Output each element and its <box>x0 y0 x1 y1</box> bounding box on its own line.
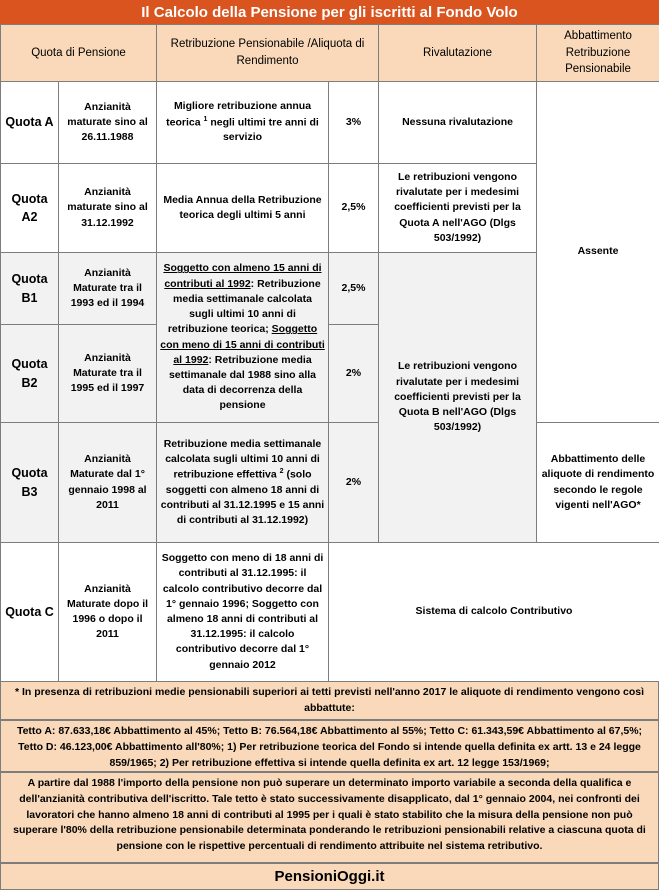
anzianita-cell: Anzianità Maturate dopo il 1996 o dopo il 2011 <box>59 543 157 682</box>
note-tetti: Tetto A: 87.633,18€ Abbattimento al 45%; Tetto B: 76.564,18€ Abbattimento al 55%; Tetto C: 61.343,59€ Abbattimento al 67,5%; Tetto D: 46.123,00€ Abbattimento all'80%; 1) Per retribuzione teorica del Fondo si intende quella definita ex artt. 13 e 24 legge 859/1965; 2) Per retribuzione effettiva si intende quella definita ex art. 12 legge 153/1969; <box>0 720 659 772</box>
header-row <box>1 25 659 82</box>
rivalutazione-cell: Nessuna rivalutazione <box>379 82 537 164</box>
abbattimento-aliquote-cell: Abbattimento delle aliquote di rendimento secondo le regole vigenti nell'AGO* <box>537 423 659 543</box>
note-dal-1988: A partire dal 1988 l'importo della pensione non può superare un determinato importo variabile a seconda della qualifica e dell'anzianità contributiva dell'iscritto. Tale tetto è stato successivamente disapplicato, dal 1° gennaio 2004, nei confronti dei lavoratori che hanno almeno 18 anni di contributi al 1995 per i quali è stato stabilito che la misura della pensione non può superare l'80% della retribuzione pensionabile determinata ponderando le retribuzioni pensionabili relative a ciascuna quota di pensione con le rispettive percentuali di rendimento attribuite nel sistema retributivo. <box>0 772 659 863</box>
abbattimento-assente-cell: Assente <box>537 82 659 423</box>
header-abbattimento: Abbattimento Retribuzione Pensionabile <box>537 25 659 82</box>
sistema-contributivo-cell: Sistema di calcolo Contributivo <box>329 543 659 682</box>
pension-table <box>0 24 659 682</box>
row-quota-c <box>1 543 659 682</box>
row-quota-a <box>1 82 659 164</box>
rivalutazione-cell: Le retribuzioni vengono rivalutate per i medesimi coefficienti previsti per la Quota A nell'AGO (Dlgs 503/1992) <box>379 164 537 253</box>
anzianita-cell: Anzianità Maturate tra il 1993 ed il 1994 <box>59 253 157 325</box>
footnote-marker: 1 <box>203 115 208 123</box>
header-rivalutazione: Rivalutazione <box>379 25 537 82</box>
quota-label: Quota B3 <box>1 423 59 543</box>
footnote-marker: 2 <box>279 468 284 476</box>
footer-brand: PensioniOggi.it <box>0 863 659 890</box>
rivalutazione-b-cell: Le retribuzioni vengono rivalutate per i medesimi coefficienti previsti per la Quota B nell'AGO (Dlgs 503/1992) <box>379 253 537 543</box>
retribuzione-condition: Soggetto con meno di 15 anni di contributi al 1992 <box>160 323 325 366</box>
aliquota-cell: 2,5% <box>329 253 379 325</box>
retribuzione-text: : Retribuzione media settimanale dal 1988 sino alla data di decorrenza della pensione <box>168 353 317 412</box>
page-title: Il Calcolo della Pensione per gli iscritti al Fondo Volo <box>0 0 659 24</box>
anzianita-cell: Anzianità Maturate tra il 1995 ed il 1997 <box>59 325 157 423</box>
quota-label: Quota B1 <box>1 253 59 325</box>
anzianita-cell: Anzianità Maturate dal 1° gennaio 1998 al 2011 <box>59 423 157 543</box>
note-presenza: * In presenza di retribuzioni medie pensionabili superiori ai tetti previsti nell'anno 2017 le aliquote di rendimento vengono così abbattute: <box>0 681 659 720</box>
aliquota-cell: 2% <box>329 423 379 543</box>
aliquota-cell: 2,5% <box>329 164 379 253</box>
retribuzione-text: negli ultimi tre anni di servizio <box>207 116 319 144</box>
aliquota-cell: 3% <box>329 82 379 164</box>
quota-label: Quota A <box>1 82 59 164</box>
retribuzione-cell <box>157 82 329 164</box>
retribuzione-cell <box>157 423 329 543</box>
quota-label: Quota C <box>1 543 59 682</box>
row-quota-b3 <box>1 423 659 543</box>
aliquota-cell: 2% <box>329 325 379 423</box>
quota-label: Quota A2 <box>1 164 59 253</box>
quota-label: Quota B2 <box>1 325 59 423</box>
retribuzione-b-cell <box>157 253 329 423</box>
anzianita-cell: Anzianità maturate sino al 31.12.1992 <box>59 164 157 253</box>
header-retribuzione: Retribuzione Pensionabile /Aliquota di Rendimento <box>157 25 379 82</box>
retribuzione-text: (solo soggetti con almeno 18 anni di contributi al 31.12.1995 e 15 anni di contributi al 31.12.1992) <box>160 468 325 527</box>
retribuzione-cell: Soggetto con meno di 18 anni di contributi al 31.12.1995: il calcolo contributivo decorre dal 1° gennaio 1996; Soggetto con almeno 18 anni di contributi al 31.12.1995: il calcolo contributivo decorre dal 1° gennaio 2012 <box>157 543 329 682</box>
header-quota: Quota di Pensione <box>1 25 157 82</box>
retribuzione-text: : Retribuzione media settimanale calcolata sugli ultimi 10 anni di retribuzione teorica; <box>167 277 321 336</box>
retribuzione-text: Migliore retribuzione annua teorica <box>166 100 312 129</box>
retribuzione-condition: Soggetto con almeno 15 anni di contributi al 1992 <box>163 262 322 290</box>
anzianita-cell: Anzianità maturate sino al 26.11.1988 <box>59 82 157 164</box>
retribuzione-cell: Media Annua della Retribuzione teorica degli ultimi 5 anni <box>157 164 329 253</box>
retribuzione-text: Retribuzione media settimanale calcolata sugli ultimi 10 anni di retribuzione effettiva <box>163 437 322 481</box>
